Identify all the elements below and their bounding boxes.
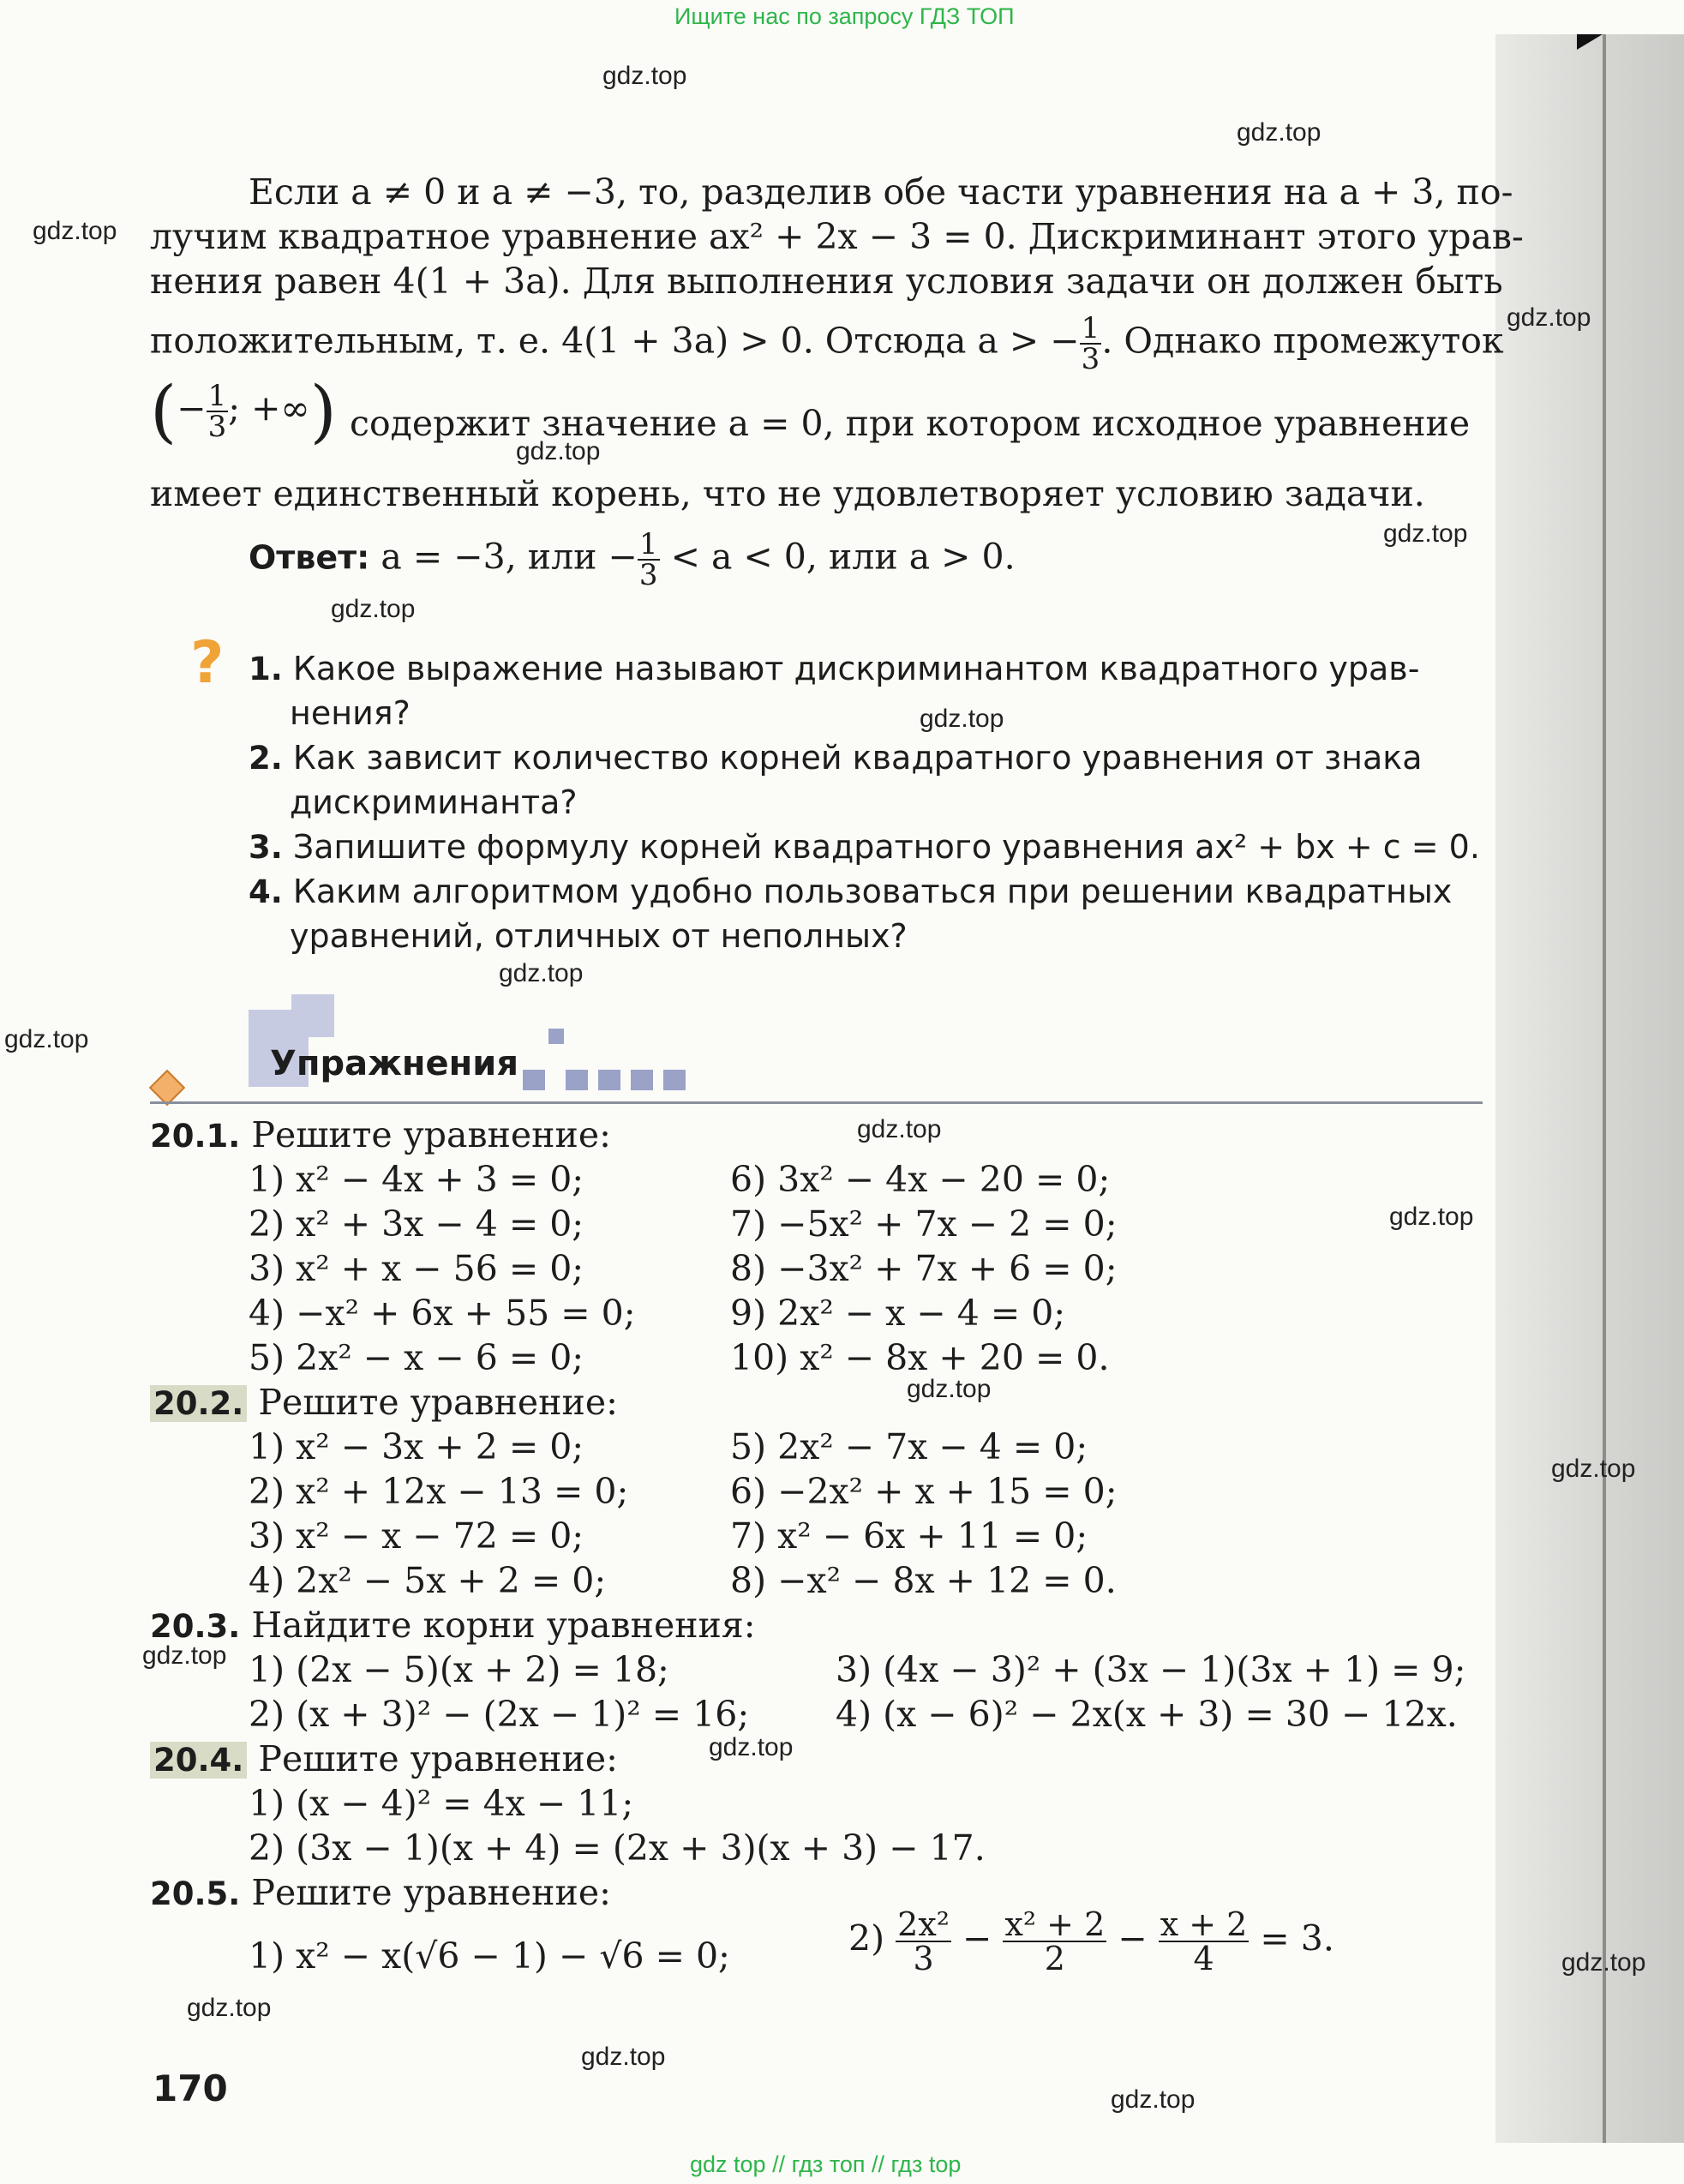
fraction-denominator: 4 bbox=[1193, 1940, 1214, 1977]
question-text: Каким алгоритмом удобно пользоваться при решении квадратных bbox=[292, 873, 1453, 910]
fraction-denominator: 3 bbox=[913, 1940, 934, 1977]
section-decor bbox=[566, 1070, 588, 1090]
intro-line: Если a ≠ 0 и a ≠ −3, то, разделив обе части уравнения на a + 3, по- bbox=[249, 171, 1513, 213]
watermark: gdz.top bbox=[857, 1115, 942, 1143]
watermark: gdz.top bbox=[1389, 1203, 1474, 1231]
intro-text: положительным, т. е. 4(1 + 3a) > 0. Отсюда a > − bbox=[150, 320, 1080, 362]
section-decor bbox=[548, 1029, 564, 1044]
fraction-denominator: 3 bbox=[207, 410, 227, 444]
bottom-banner-link[interactable]: gdz top // гдз топ // гдз top bbox=[690, 2151, 962, 2177]
exercise-header bbox=[150, 1382, 618, 1423]
question-text: дискриминанта? bbox=[290, 783, 578, 821]
watermark: gdz.top bbox=[142, 1641, 227, 1670]
equation: 1) x² − 3x + 2 = 0; bbox=[249, 1426, 584, 1467]
question-item bbox=[249, 828, 1480, 866]
question-text: Какое выражение называют дискриминантом квадратного урав- bbox=[292, 650, 1420, 687]
equation: 8) −x² − 8x + 12 = 0. bbox=[730, 1560, 1117, 1601]
equation bbox=[848, 1905, 1334, 1977]
intro-text: . Однако промежуток bbox=[1101, 320, 1504, 362]
question-icon: ? bbox=[190, 629, 225, 697]
equation: 9) 2x² − x − 4 = 0; bbox=[730, 1293, 1066, 1334]
watermark: gdz.top bbox=[1507, 303, 1591, 332]
section-decor bbox=[523, 1070, 545, 1090]
exercise-task: Решите уравнение: bbox=[251, 1114, 611, 1155]
fraction-denominator: 3 bbox=[638, 558, 658, 592]
equation: 7) −5x² + 7x − 2 = 0; bbox=[730, 1203, 1118, 1245]
paren-close: ) bbox=[309, 371, 337, 451]
exercise-task: Решите уравнение: bbox=[251, 1872, 611, 1913]
question-text: Как зависит количество корней квадратного уравнения от знака bbox=[292, 739, 1423, 777]
question-item bbox=[249, 873, 1452, 910]
top-banner-link[interactable]: Ищите нас по запросу ГДЗ ТОП bbox=[674, 3, 1015, 29]
page-number: 170 bbox=[153, 2067, 228, 2109]
fraction bbox=[1159, 1905, 1250, 1977]
watermark: gdz.top bbox=[1237, 118, 1321, 147]
equation: 2) (x + 3)² − (2x − 1)² = 16; bbox=[249, 1694, 750, 1735]
question-number: 3. bbox=[249, 829, 283, 866]
exercise-task: Решите уравнение: bbox=[258, 1738, 618, 1779]
watermark: gdz.top bbox=[516, 437, 601, 465]
exercise-header bbox=[150, 1114, 611, 1155]
exercise-header bbox=[150, 1605, 756, 1646]
fraction-denominator: 2 bbox=[1044, 1940, 1065, 1977]
equation: 6) −2x² + x + 15 = 0; bbox=[730, 1471, 1118, 1512]
question-number: 1. bbox=[249, 651, 283, 687]
answer-text: < a < 0, или a > 0. bbox=[670, 536, 1016, 578]
question-item bbox=[249, 739, 1423, 777]
fraction bbox=[896, 1905, 951, 1977]
exercise-header bbox=[150, 1872, 611, 1913]
watermark: gdz.top bbox=[920, 705, 1004, 733]
page-edge bbox=[1603, 34, 1606, 2143]
equation: 6) 3x² − 4x − 20 = 0; bbox=[730, 1159, 1111, 1200]
section-rule bbox=[150, 1101, 1483, 1104]
watermark: gdz.top bbox=[1383, 519, 1468, 548]
equation: 3) x² + x − 56 = 0; bbox=[249, 1248, 584, 1289]
section-decor bbox=[631, 1070, 653, 1090]
equation-label: 2) bbox=[848, 1917, 885, 1959]
fraction-numerator: 1 bbox=[207, 379, 227, 413]
section-title: Упражнения bbox=[270, 1044, 519, 1083]
exercise-task: Найдите корни уравнения: bbox=[251, 1605, 756, 1646]
equation: 2) x² + 3x − 4 = 0; bbox=[249, 1203, 584, 1245]
equation: 2) (3x − 1)(x + 4) = (2x + 3)(x + 3) − 17. bbox=[249, 1827, 986, 1869]
watermark: gdz.top bbox=[331, 595, 416, 623]
diamond-icon bbox=[149, 1070, 185, 1106]
exercise-number: 20.4. bbox=[150, 1742, 247, 1779]
fraction-denominator: 3 bbox=[1081, 342, 1100, 376]
equation: 4) (x − 6)² − 2x(x + 3) = 30 − 12x. bbox=[836, 1694, 1458, 1735]
fraction bbox=[1080, 311, 1102, 376]
exercise-task: Решите уравнение: bbox=[258, 1382, 618, 1423]
fraction bbox=[638, 527, 660, 592]
watermark: gdz.top bbox=[4, 1025, 89, 1053]
equation: 4) 2x² − 5x + 2 = 0; bbox=[249, 1560, 607, 1601]
equation: 5) 2x² − x − 6 = 0; bbox=[249, 1337, 584, 1378]
fraction bbox=[1003, 1905, 1106, 1977]
watermark: gdz.top bbox=[709, 1733, 794, 1761]
question-text: Запишите формулу корней квадратного уравнения ax² + bx + c = 0. bbox=[292, 828, 1480, 866]
equation-end: = 3. bbox=[1260, 1917, 1334, 1959]
interval-text: − bbox=[177, 387, 207, 429]
question-text: нения? bbox=[290, 694, 411, 732]
section-decor bbox=[663, 1070, 686, 1090]
operator: − bbox=[962, 1917, 992, 1959]
fraction bbox=[207, 379, 229, 444]
answer-label: Ответ: bbox=[249, 538, 370, 577]
intro-line: содержит значение a = 0, при котором исходное уравнение bbox=[350, 403, 1471, 444]
equation: 10) x² − 8x + 20 = 0. bbox=[730, 1337, 1110, 1378]
watermark: gdz.top bbox=[499, 959, 584, 987]
fraction-numerator: 1 bbox=[638, 527, 658, 561]
answer-line bbox=[249, 527, 1016, 592]
question-text: уравнений, отличных от неполных? bbox=[290, 917, 908, 955]
question-number: 2. bbox=[249, 740, 283, 777]
equation: 7) x² − 6x + 11 = 0; bbox=[730, 1515, 1088, 1557]
watermark: gdz.top bbox=[187, 1994, 272, 2022]
exercise-number: 20.2. bbox=[150, 1385, 247, 1422]
fraction-numerator: x² + 2 bbox=[1004, 1905, 1106, 1943]
exercise-number: 20.5. bbox=[150, 1875, 241, 1912]
question-number: 4. bbox=[249, 873, 283, 910]
corner-mark bbox=[1577, 34, 1603, 50]
section-decor bbox=[598, 1070, 620, 1090]
intro-line: имеет единственный корень, что не удовлетворяет условию задачи. bbox=[150, 473, 1425, 514]
section-decor bbox=[291, 994, 334, 1037]
equation: 3) x² − x − 72 = 0; bbox=[249, 1515, 584, 1557]
watermark: gdz.top bbox=[1551, 1455, 1636, 1483]
watermark: gdz.top bbox=[1111, 2085, 1196, 2114]
operator: − bbox=[1118, 1917, 1148, 1959]
fraction-numerator: x + 2 bbox=[1160, 1905, 1248, 1943]
exercise-number: 20.3. bbox=[150, 1608, 241, 1645]
equation: 5) 2x² − 7x − 4 = 0; bbox=[730, 1426, 1088, 1467]
fraction-numerator: 1 bbox=[1081, 311, 1100, 345]
answer-text: a = −3, или − bbox=[381, 536, 638, 578]
exercise-number: 20.1. bbox=[150, 1118, 241, 1155]
equation: 1) (2x − 5)(x + 2) = 18; bbox=[249, 1649, 669, 1690]
equation: 8) −3x² + 7x + 6 = 0; bbox=[730, 1248, 1118, 1289]
watermark: gdz.top bbox=[602, 62, 687, 90]
watermark: gdz.top bbox=[33, 217, 117, 245]
page-fold-shadow bbox=[1495, 34, 1684, 2143]
intro-line: нения равен 4(1 + 3a). Для выполнения условия задачи он должен быть bbox=[150, 261, 1503, 302]
intro-line bbox=[150, 311, 1504, 376]
equation: 3) (4x − 3)² + (3x − 1)(3x + 1) = 9; bbox=[836, 1649, 1466, 1690]
equation: 1) (x − 4)² = 4x − 11; bbox=[249, 1783, 634, 1824]
equation: 1) x² − 4x + 3 = 0; bbox=[249, 1159, 584, 1200]
paren-open: ( bbox=[150, 371, 177, 451]
fraction-numerator: 2x² bbox=[897, 1905, 950, 1943]
question-item bbox=[249, 650, 1419, 687]
interval-text: ; +∞ bbox=[228, 387, 310, 429]
equation: 4) −x² + 6x + 55 = 0; bbox=[249, 1293, 636, 1334]
watermark: gdz.top bbox=[907, 1375, 992, 1403]
intro-line bbox=[150, 371, 337, 451]
watermark: gdz.top bbox=[581, 2043, 666, 2071]
exercise-header bbox=[150, 1738, 618, 1779]
intro-line: лучим квадратное уравнение ax² + 2x − 3 = 0. Дискриминант этого урав- bbox=[150, 216, 1524, 257]
equation: 1) x² − x(√6 − 1) − √6 = 0; bbox=[249, 1935, 730, 1977]
equation: 2) x² + 12x − 13 = 0; bbox=[249, 1471, 629, 1512]
watermark: gdz.top bbox=[1561, 1948, 1646, 1977]
